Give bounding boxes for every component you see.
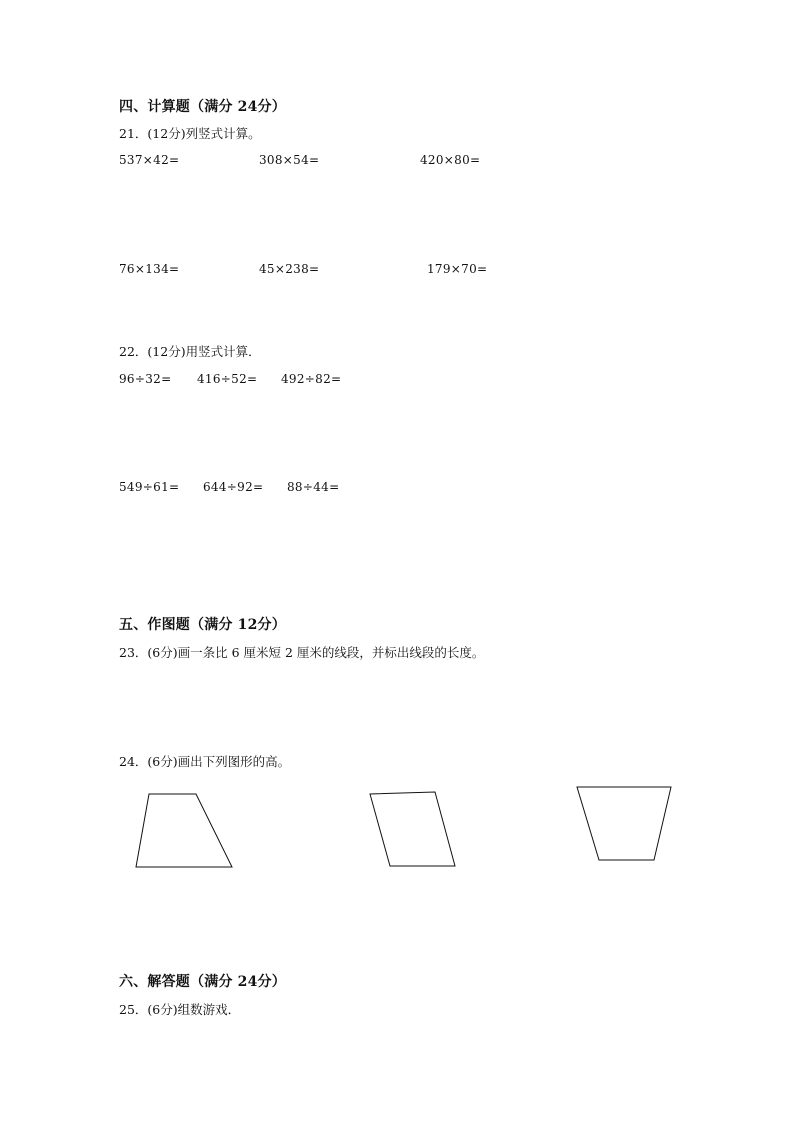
parallelogram-figure [370,792,455,866]
q22-expr-5: 644÷92= [203,480,264,494]
q21-expr-1: 537×42= [119,153,180,167]
question-21-text: 21．(12分)列竖式计算。 [119,126,261,141]
question-24-text: 24．(6分)画出下列图形的高。 [119,754,291,769]
q21-expr-3: 420×80= [420,153,481,167]
section-6-title: 六、解答题（满分 24分） [119,974,286,990]
q22-expr-6: 88÷44= [287,480,340,494]
section-4-title: 四、计算题（满分 24分） [119,99,286,115]
section-5-title: 五、作图题（满分 12分） [119,617,286,633]
q22-expr-4: 549÷61= [119,480,180,494]
trapezoid-figure-1 [136,794,232,867]
question-25-text: 25．(6分)组数游戏． [119,1002,241,1017]
q22-expr-3: 492÷82= [281,372,342,386]
q21-expr-4: 76×134= [119,262,180,276]
q22-expr-2: 416÷52= [197,372,258,386]
trapezoid-figure-2 [577,787,671,860]
q21-expr-5: 45×238= [259,262,320,276]
q21-expr-2: 308×54= [259,153,320,167]
question-23-text: 23．(6分)画一条比 6 厘米短 2 厘米的线段，并标出线段的长度。 [119,645,485,660]
question-22-text: 22．(12分)用竖式计算． [119,344,261,359]
q22-expr-1: 96÷32= [119,372,172,386]
q21-expr-6: 179×70= [427,262,488,276]
